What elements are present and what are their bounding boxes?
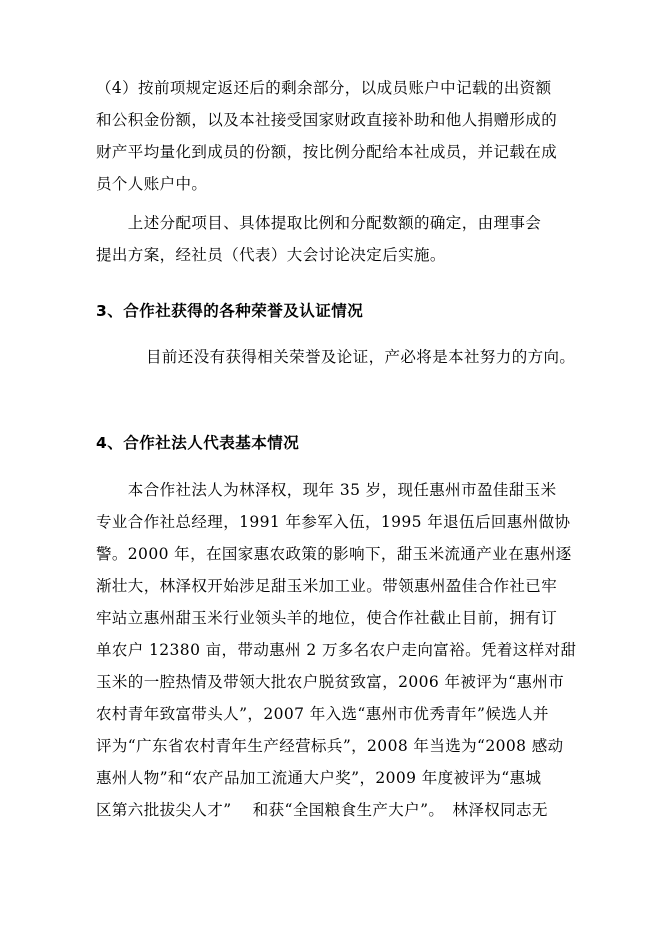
text-line: 警。2000 年，在国家惠农政策的影响下，甜玉米流通产业在惠州逐 [96,545,572,563]
paragraph-profit-distribution [96,72,582,200]
text-line: 目前还没有获得相关荣誉及论证，产必将是本社努力的方向。 [146,348,576,366]
section-heading-honors: 3、合作社获得的各种荣誉及认证情况 [96,302,364,320]
text-line: 和公积金份额，以及本社接受国家财政直接补助和他人捐赠形成的 [96,111,558,129]
text-line: 牢站立惠州甜玉米行业领头羊的地位，使合作社截止目前，拥有订 [96,609,558,627]
text-line: 惠州人物”和“农产品加工流通大户奖”，2009 年度被评为“惠城 [96,769,542,787]
paragraph-distribution-decision [96,207,582,271]
text-line: 单农户 12380 亩，带动惠州 2 万多名农户走向富裕。凭着这样对甜 [96,641,577,659]
paragraph-legal-representative [96,474,582,826]
text-line: 提出方案，经社员（代表）大会讨论决定后实施。 [96,246,446,264]
text-line: 农村青年致富带头人”，2007 年入选“惠州市优秀青年”候选人并 [96,705,549,723]
text-line: 本合作社法人为林泽权，现年 35 岁，现任惠州市盈佳甜玉米 [96,481,557,499]
text-line: 评为“广东省农村青年生产经营标兵”，2008 年当选为“2008 感动 [96,737,564,755]
text-line: 财产平均量化到成员的份额，按比例分配给本社成员，并记载在成 [96,143,558,161]
text-line: 渐壮大，林泽权开始涉足甜玉米加工业。带领惠州盈佳合作社已牢 [96,577,558,595]
text-line: 员个人账户中。 [96,175,208,193]
text-line: （4）按前项规定返还后的剩余部分，以成员账户中记载的出资额 [96,79,552,97]
section-heading-legal-representative: 4、合作社法人代表基本情况 [96,434,300,452]
paragraph-honors [146,341,586,373]
text-line: 专业合作社总经理，1991 年参军入伍，1995 年退伍后回惠州做协 [96,513,571,531]
text-line: 上述分配项目、具体提取比例和分配数额的确定，由理事会 [96,214,542,232]
text-line: 区第六批拔尖人才” 和获“全国粮食生产大户”。 林泽权同志无 [96,801,548,819]
text-line: 玉米的一腔热情及带领大批农户脱贫致富，2006 年被评为“惠州市 [96,673,565,691]
